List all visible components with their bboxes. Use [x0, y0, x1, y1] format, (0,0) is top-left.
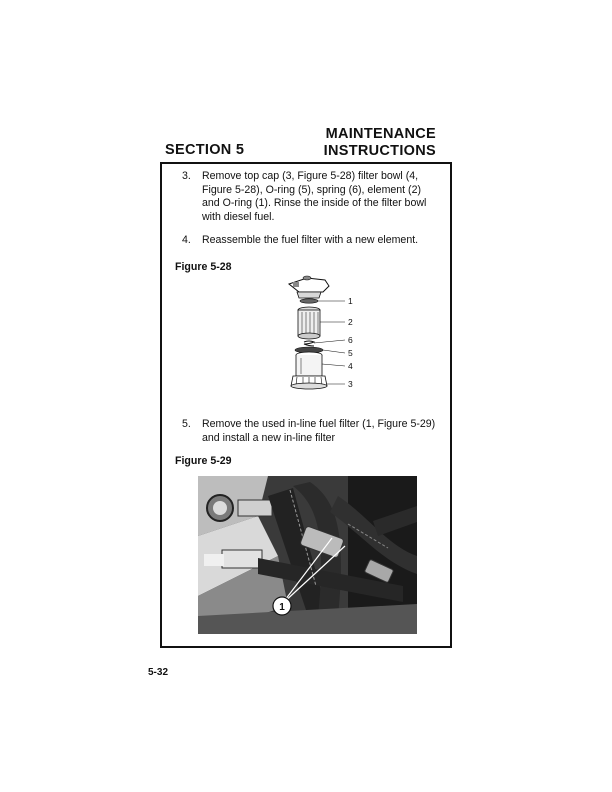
callout-6: 6 — [348, 335, 353, 345]
chapter-title-line2: INSTRUCTIONS — [323, 143, 436, 159]
spring-part — [304, 341, 314, 346]
chapter-title-line1: MAINTENANCE — [325, 126, 436, 142]
fuel-filter-exploded-diagram — [275, 272, 375, 402]
step-number: 3. — [182, 170, 191, 182]
top-cap-part — [289, 276, 329, 298]
section-heading: SECTION 5 — [165, 142, 245, 158]
step-3 — [182, 170, 442, 226]
step-text: Remove the used in-line fuel filter (1, Figure 5-29) and install a new in-line filter — [202, 418, 436, 444]
step-number: 5. — [182, 418, 191, 430]
step-5 — [182, 418, 444, 446]
page-number: 5-32 — [148, 667, 169, 678]
figure-5-28-label: Figure 5-28 — [175, 261, 232, 273]
callout-1: 1 — [279, 602, 285, 613]
callout-3: 3 — [348, 379, 353, 389]
step-text: Reassemble the fuel filter with a new element. — [202, 234, 419, 246]
o-ring-1-part — [300, 299, 318, 303]
callout-2: 2 — [348, 317, 353, 327]
chapter-title — [318, 126, 436, 160]
step-number: 4. — [182, 234, 191, 246]
inline-fuel-filter-photo — [198, 476, 417, 634]
bottom-cap-part — [291, 376, 327, 389]
filter-element-part — [298, 307, 320, 339]
step-4 — [182, 234, 442, 248]
filter-bowl-part — [296, 352, 322, 376]
callout-1: 1 — [348, 296, 353, 306]
callout-5: 5 — [348, 348, 353, 358]
figure-5-29-label: Figure 5-29 — [175, 455, 232, 467]
step-text: Remove top cap (3, Figure 5-28) filter bowl (4, Figure 5-28), O-ring (5), spring (6), element (2) and O-ring (1). Rinse the inside of the filter bowl with diesel fuel. — [202, 170, 427, 223]
callout-4: 4 — [348, 361, 353, 371]
